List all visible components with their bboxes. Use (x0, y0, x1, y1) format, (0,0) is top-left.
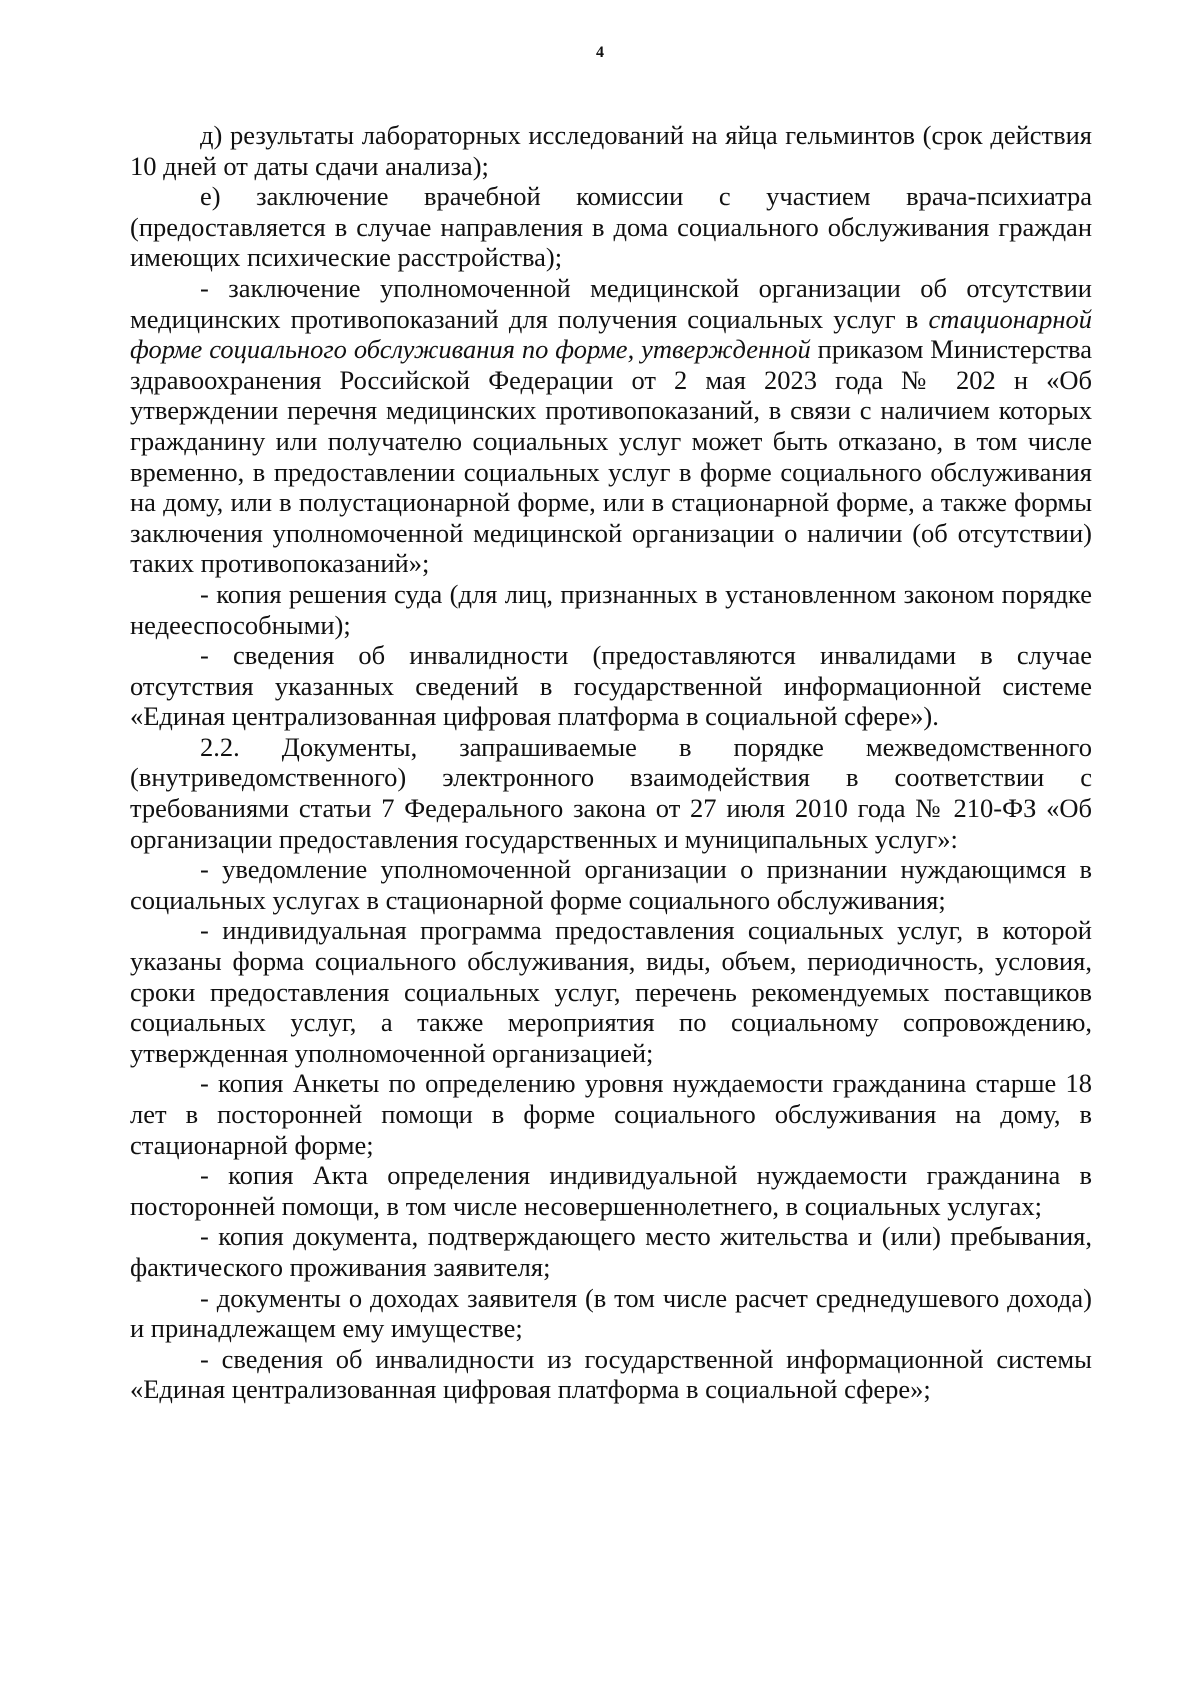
paragraph-need-act: - копия Акта определения индивидуальной нуждаемости гражданина в посторонней помощи, в том числе несовершеннолетнего, в социальных услугах; (130, 1160, 1092, 1221)
paragraph-residence-document: - копия документа, подтверждающего место жительства и (или) пребывания, фактического проживания заявителя; (130, 1221, 1092, 1282)
paragraph-questionnaire: - копия Анкеты по определению уровня нуждаемости гражданина старше 18 лет в посторонней помощи в форме социального обслуживания на дому, в стационарной форме; (130, 1068, 1092, 1160)
document-body (130, 120, 1092, 1405)
paragraph-disability-system: - сведения об инвалидности из государственной информационной системы «Единая централизованная цифровая платформа в социальной сфере»; (130, 1343, 1092, 1405)
paragraph-section-2-2: 2.2. Документы, запрашиваемые в порядке межведомственного (внутриведомственного) электронного взаимодействия в соответствии с требованиями статьи 7 Федерального закона от 27 июля 2010 года № 210-ФЗ «Об организации предоставления государственных и муниципальных услуг»: (130, 731, 1092, 854)
paragraph-medical-conclusion-start: - заключение уполномоченной медицинской организации об отсутствии медицинских противопоказаний для получения социальных услуг в (130, 272, 1092, 334)
paragraph-court-decision: - копия решения суда (для лиц, признанных в установленном законом порядке недееспособными); (130, 578, 1092, 640)
paragraph-medical-conclusion-end: приказом Министерства здравоохранения Российской Федерации от 2 мая 2023 года № 202 н «Об утверждении перечня медицинских противопоказаний, в связи с наличием которых гражданину или получателю социальных услуг может быть отказано, в том числе временно, в предоставлении социальных услуг в форме социального обслуживания на дому, или в полустационарной форме, или в стационарной форме, а также формы заключения уполномоченной медицинской организации о наличии (об отсутствии) таких противопоказаний»; (130, 334, 1092, 579)
page-number: 4 (596, 44, 604, 61)
paragraph-medical-conclusion (130, 273, 1092, 579)
paragraph-medical-conclusion-italic: стационарной форме социального обслуживания по форме, утвержденной (130, 303, 1092, 365)
paragraph-notification: - уведомление уполномоченной организации о признании нуждающимся в социальных услугах в стационарной форме социального обслуживания; (130, 854, 1092, 915)
paragraph-medical-commission: е) заключение врачебной комиссии с участием врача-психиатра (предоставляется в случае направления в дома социального обслуживания граждан имеющих психические расстройства); (130, 181, 1092, 273)
paragraph-lab-results: д) результаты лабораторных исследований на яйца гельминтов (срок действия 10 дней от даты сдачи анализа); (130, 120, 1092, 181)
paragraph-individual-program: - индивидуальная программа предоставления социальных услуг, в которой указаны форма социального обслуживания, виды, объем, периодичность, условия, сроки предоставления социальных услуг, перечень рекомендуемых поставщиков социальных услуг, а также мероприятия по социальному сопровождению, утвержденная уполномоченной организацией; (130, 915, 1092, 1068)
paragraph-income-documents: - документы о доходах заявителя (в том числе расчет среднедушевого дохода) и принадлежащем ему имуществе; (130, 1282, 1092, 1344)
paragraph-disability-info: - сведения об инвалидности (предоставляются инвалидами в случае отсутствия указанных сведений в государственной информационной системе «Единая централизованная цифровая платформа в социальной сфере»). (130, 640, 1092, 732)
